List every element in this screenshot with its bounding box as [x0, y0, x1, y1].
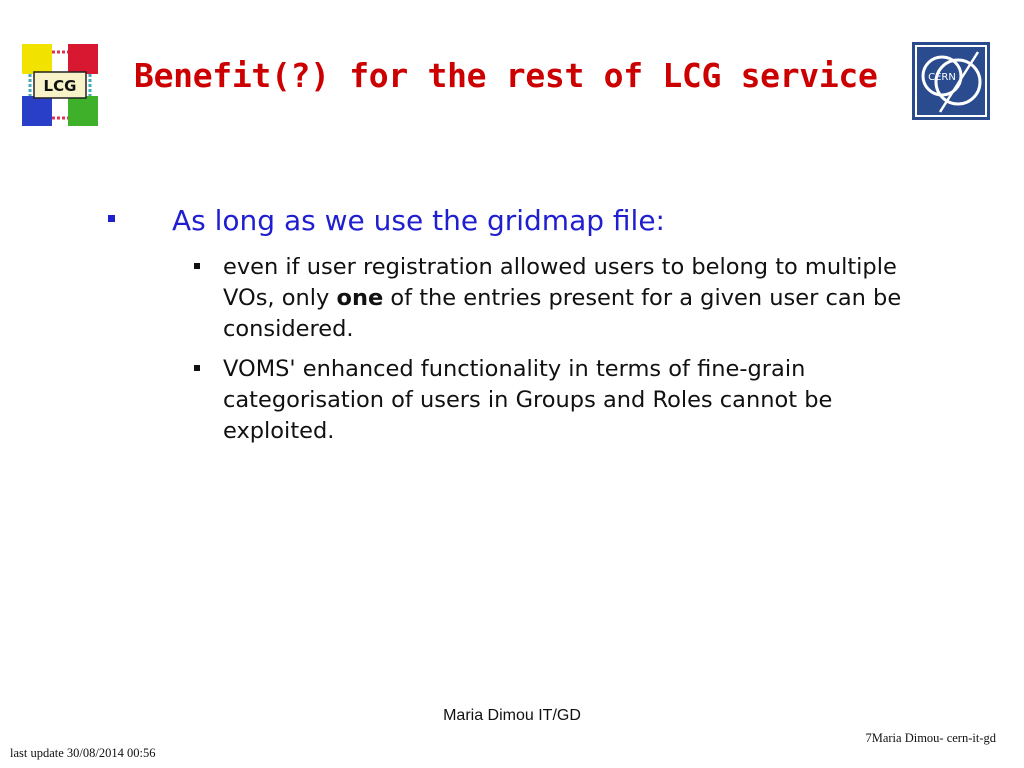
cern-logo	[912, 42, 990, 120]
sub-bullet-1-before: even if user registration allowed users to belong to multiple VOs, only	[223, 254, 897, 311]
lcg-logo-text: LCG	[43, 77, 77, 95]
sub-bullet-1-after: of the entries present for a given user can be considered.	[223, 285, 902, 342]
lcg-logo	[22, 44, 98, 126]
footer-author: Maria Dimou IT/GD	[443, 707, 581, 724]
sub-bullet-1-text	[223, 252, 909, 345]
sub-bullet-2-text: VOMS' enhanced functionality in terms of fine-grain categorisation of users in Groups and Roles cannot be exploited.	[223, 356, 833, 444]
bullet-level1-text: As long as we use the gridmap file:	[172, 204, 665, 237]
footer-last-update: last update 30/08/2014 00:56	[10, 746, 156, 760]
cern-logo-text: CERN	[928, 72, 956, 83]
footer-page-author: 7Maria Dimou- cern-it-gd	[865, 731, 996, 745]
sub-bullet-1-bold: one	[336, 285, 384, 311]
slide-title: Benefit(?) for the rest of LCG service	[134, 56, 878, 95]
square-bullet-icon	[194, 365, 200, 371]
square-bullet-icon	[194, 263, 200, 269]
square-bullet-icon	[108, 215, 115, 222]
